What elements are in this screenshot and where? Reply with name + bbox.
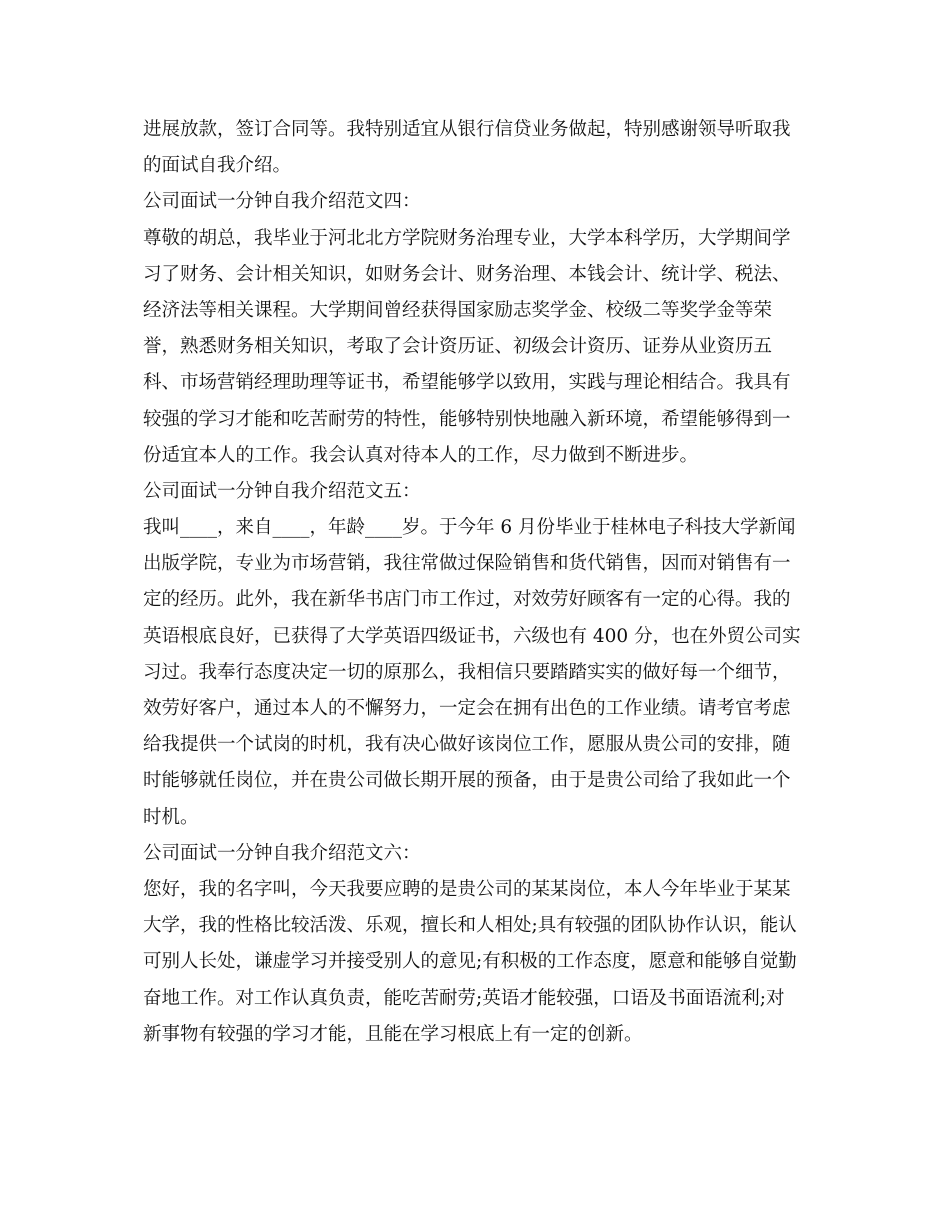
text-line: 较强的学习才能和吃苦耐劳的特性，能够特别快地融入新环境，希望能够得到一 [143,408,791,430]
text-line: 誉，熟悉财务相关知识，考取了会计资历证、初级会计资历、证券从业资历五 [143,336,773,358]
text-line: 时能够就任岗位，并在贵公司做长期开展的预备，由于是贵公司给了我如此一个 [143,770,791,792]
text-line: 效劳好客户，通过本人的不懈努力，一定会在拥有出色的工作业绩。请考官考虑 [143,698,791,719]
text-line: 进展放款，签订合同等。我特别适宜从银行信贷业务做起，特别感谢领导听取我 [143,119,791,140]
text-line: 可别人长处，谦虚学习并接受别人的意见;有积极的工作态度，愿意和能够自觉勤 [143,951,797,973]
text-line: 习过。我奉行态度决定一切的原那么，我相信只要踏踏实实的做好每一个细节， [143,661,791,683]
text-line: 奋地工作。对工作认真负责，能吃苦耐劳;英语才能较强，口语及书面语流利;对 [143,987,785,1009]
section-heading: 公司面试一分钟自我介绍范文五： [143,480,421,502]
text-line: 我叫____，来自____，年龄____岁。于今年 6 月份毕业于桂林电子科技大学新闻 [143,517,796,539]
text-line: 时机。 [143,806,199,828]
text-line: 的面试自我介绍。 [143,155,292,177]
text-line: 英语根底良好，已获得了大学英语四级证书，六级也有 400 分，也在外贸公司实 [143,625,801,647]
text-line: 份适宜本人的工作。我会认真对待本人的工作，尽力做到不断进步。 [143,444,699,466]
text-line: 大学，我的性格比较活泼、乐观，擅长和人相处;具有较强的团队协作认识，能认 [143,915,797,937]
text-line: 出版学院，专业为市场营销，我往常做过保险销售和货代销售，因而对销售有一 [143,553,791,575]
text-line: 定的经历。此外，我在新华书店门市工作过，对效劳好顾客有一定的心得。我的 [143,589,791,611]
text-line: 给我提供一个试岗的时机，我有决心做好该岗位工作，愿服从贵公司的安排，随 [143,734,791,756]
text-line: 经济法等相关课程。大学期间曾经获得国家励志奖学金、校级二等奖学金等荣 [143,299,773,321]
section-heading: 公司面试一分钟自我介绍范文六： [143,842,421,864]
text-line: 尊敬的胡总，我毕业于河北北方学院财务治理专业，大学本科学历，大学期间学 [143,227,791,249]
text-line: 科、市场营销经理助理等证书，希望能够学以致用，实践与理论相结合。我具有 [143,372,791,394]
text-line: 新事物有较强的学习才能，且能在学习根底上有一定的创新。 [143,1023,643,1045]
text-line: 习了财务、会计相关知识，如财务会计、财务治理、本钱会计、统计学、税法、 [143,263,791,285]
text-line: 您好，我的名字叫，今天我要应聘的是贵公司的某某岗位，本人今年毕业于某某 [143,878,791,900]
section-heading: 公司面试一分钟自我介绍范文四： [143,191,421,213]
document-body [143,112,813,1053]
